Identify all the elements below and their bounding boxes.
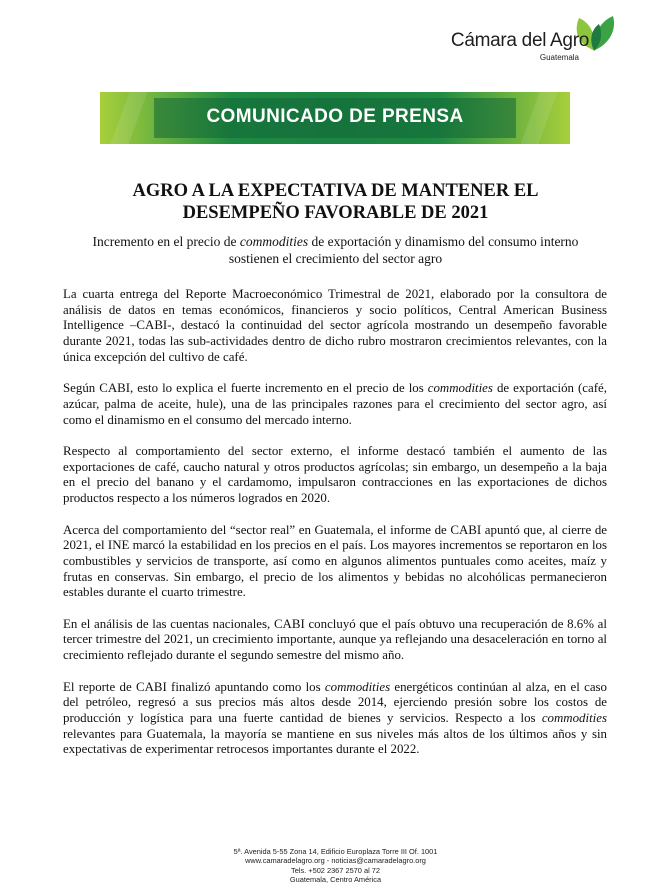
paragraph-3: Respecto al comportamiento del sector externo, el informe destacó también el aumento de las exportaciones de café, caucho natural y otros productos agrícolas; sin embargo, un desempeño a la baja en el precio del banano y el cardamomo, impulsaron contracciones en las exportaciones de dichos productos respecto a los números logrados en 2020.	[63, 444, 607, 506]
article-subtitle: Incremento en el precio de commodities de exportación y dinamismo del consumo interno sostienen el crecimiento del sector agro	[92, 234, 579, 266]
footer-web-email: www.camaradelagro.org - noticias@camaradelagro.org	[245, 856, 426, 866]
paragraph-2: Según CABI, esto lo explica el fuerte incremento en el precio de los commodities de exportación (café, azúcar, palma de aceite, hule), una de las principales razones para el crecimiento del sector agro, así como el dinamismo en el consumo del mercado interno.	[63, 381, 607, 427]
article-title-line-2: DESEMPEÑO FAVORABLE DE 2021	[182, 203, 489, 223]
press-release-banner	[100, 92, 570, 144]
footer-address: 5ª. Avenida 5-55 Zona 14, Edificio Europlaza Torre III Of. 1001	[233, 847, 438, 856]
article-body	[63, 287, 607, 774]
article-title	[40, 180, 631, 224]
contact-footer	[150, 847, 521, 884]
logo-name: Cámara del Agro	[450, 30, 589, 51]
paragraph-1: La cuarta entrega del Reporte Macroeconómico Trimestral de 2021, elaborado por la consultora de análisis de datos en temas económicos, financieros y socio políticos, Central American Business Intelligence –CABI-, destacó la continuidad del sector agrícola mostrando un desempeño favorable durante 2021, todas las sub-actividades dentro de dicho rubro mostraron crecimientos relevantes, con la única excepción del cultivo de café.	[63, 287, 607, 364]
paragraph-4: Acerca del comportamiento del “sector real” en Guatemala, el informe de CABI apuntó que, al cierre de 2021, el INE marcó la estabilidad en los precios en el país. Los mayores incrementos se reportaron en los combustibles y servicios de transporte, así como en algunos alimentos puntuales como aceites, maíz y frutas en conservas. Sin embargo, el precio de los alimentos y bebidas no alcohólicas permanecieron estables durante el cuarto trimestre.	[63, 522, 607, 600]
article-title-line-1: AGRO A LA EXPECTATIVA DE MANTENER EL	[132, 181, 539, 201]
subtitle-emphasis: commodities	[239, 234, 309, 249]
paragraph-5: En el análisis de las cuentas nacionales, CABI concluyó que el país obtuvo una recuperación de 8.6% al tercer trimestre del 2021, un crecimiento importante, aunque ya reflejando una desaceleración en torno al crecimiento reflejado durante el segundo semestre del mismo año.	[63, 616, 607, 663]
logo-subtitle: Guatemala	[539, 53, 579, 62]
footer-phone: Tels. +502 2367 2570 al 72	[291, 865, 380, 875]
banner-title: COMUNICADO DE PRENSA	[206, 106, 464, 127]
footer-location: Guatemala, Centro América	[289, 874, 382, 884]
paragraph-6: El reporte de CABI finalizó apuntando como los commodities energéticos continúan al alza, en el caso del petróleo, regresó a sus precios más altos desde 2014, ejerciendo presión sobre los costos de producción y logística para una fuerte cantidad de bienes y servicios. Respecto a los commodities relevantes para Guatemala, la mayoría se mantiene en sus niveles más altos de los últimos años y sin expectativas de experimentar retrocesos importantes durante el 2022.	[63, 679, 608, 757]
